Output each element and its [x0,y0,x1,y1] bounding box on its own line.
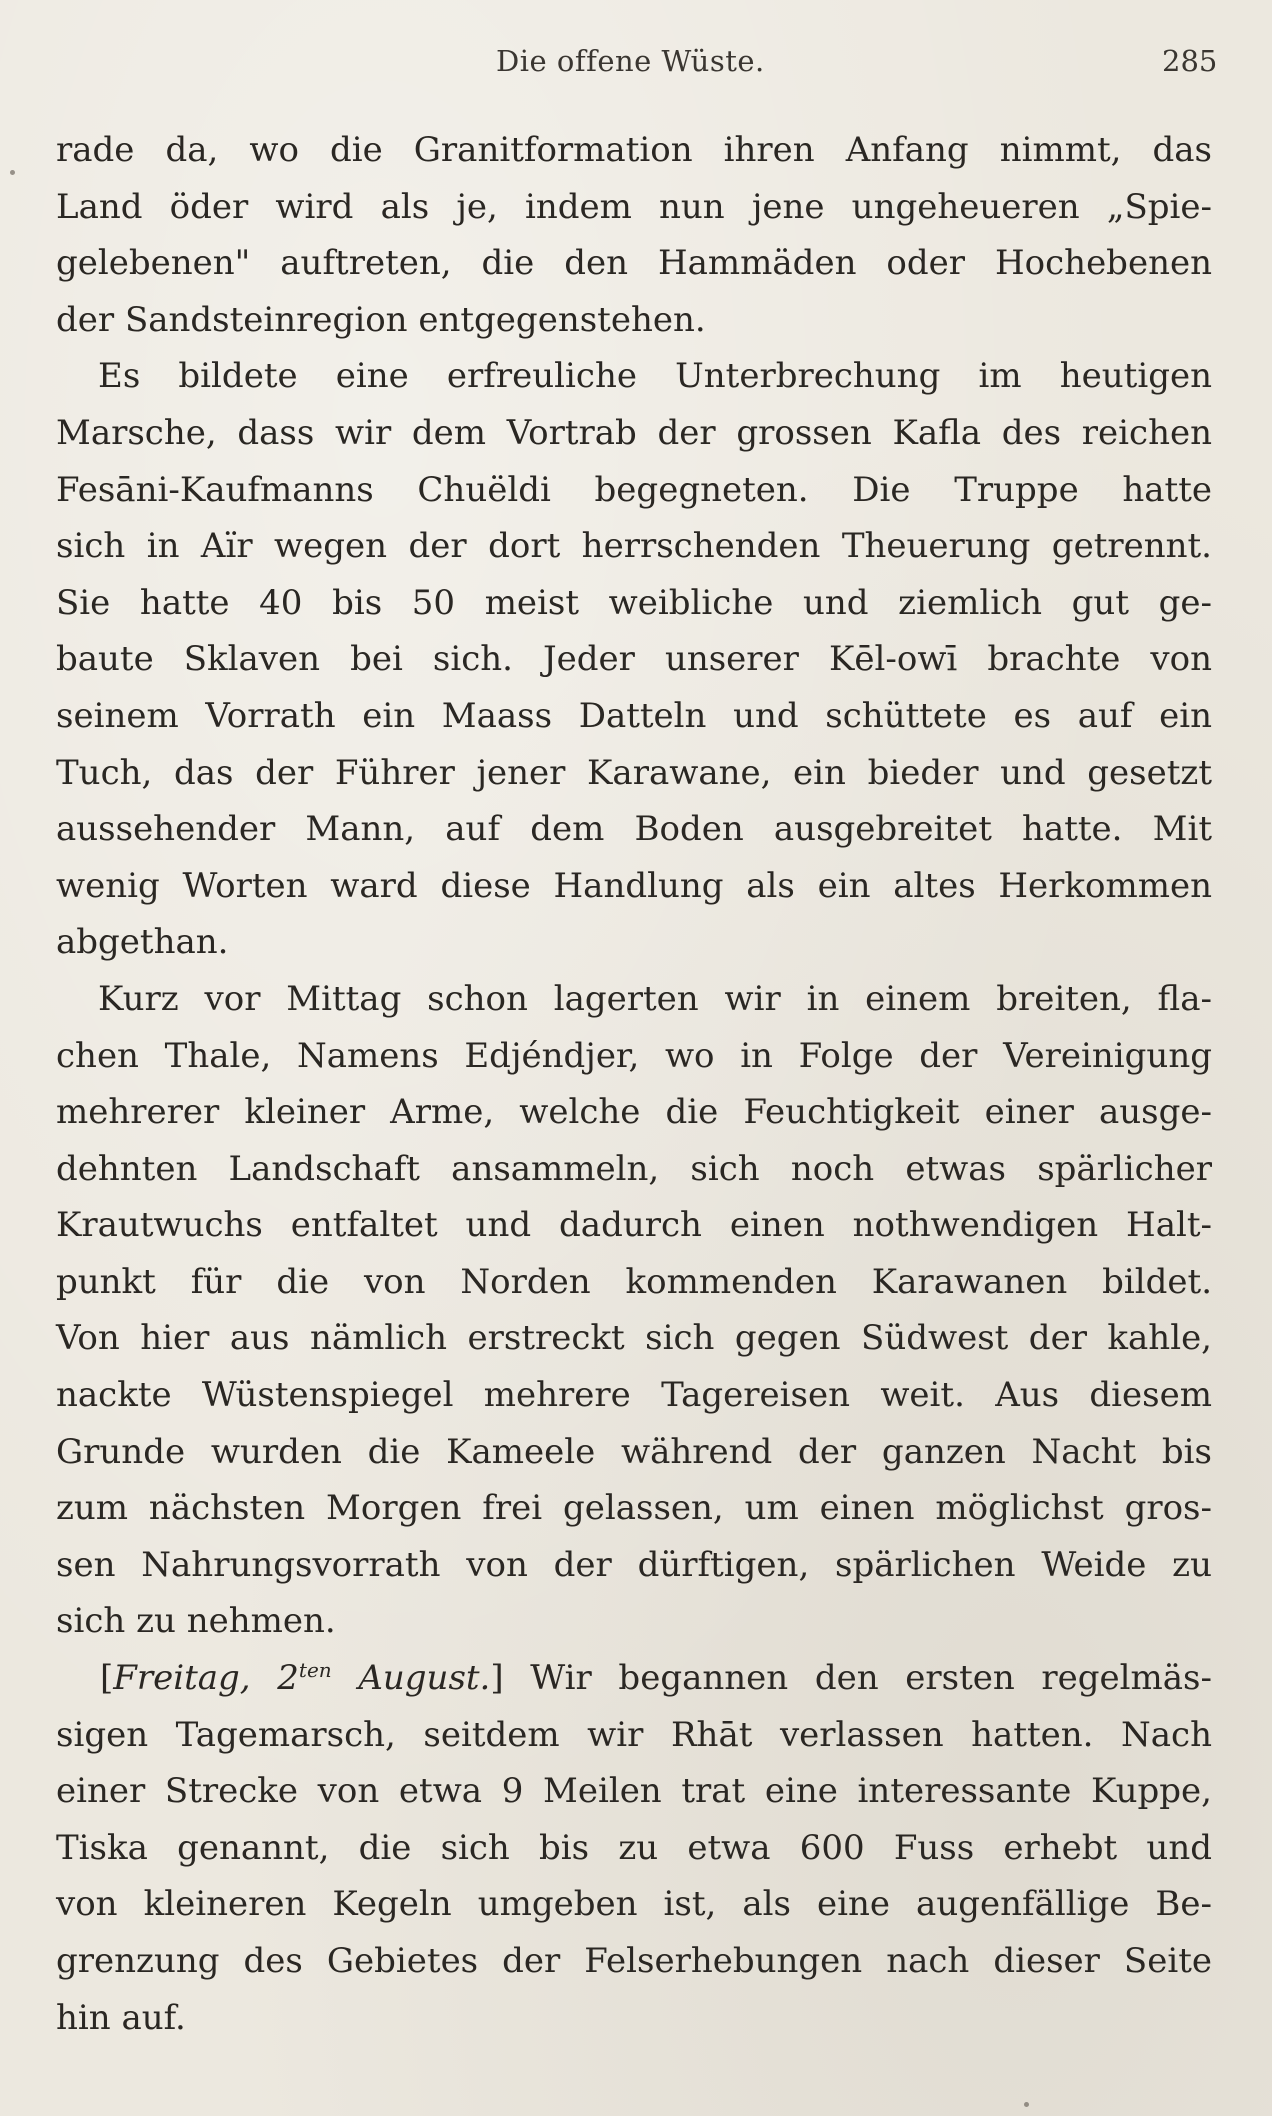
text-line: dehnten Landschaft ansammeln, sich noch etwas spärlicher [56,1148,1212,1189]
text-line: baute Sklaven bei sich. Jeder unserer Kēl-owī brachte von [56,639,1212,680]
paragraph-2 [56,348,1212,971]
running-title: Die offene Wüste. [496,44,765,78]
text-line: sich zu nehmen. [56,1601,336,1642]
text-line: Krautwuchs entfaltet und dadurch einen nothwendigen Halt- [56,1205,1212,1246]
text-line: seinem Vorrath ein Maass Datteln und schüttete es auf ein [56,695,1212,736]
paragraph-4 [56,1650,1212,2046]
text-line: hin auf. [56,1997,186,2038]
entry-date-ordinal: ten [298,1658,332,1683]
entry-date-month: August. [331,1658,491,1699]
text-line: grenzung des Gebietes der Felserhebungen nach dieser Seite [56,1941,1212,1981]
text-line: Grunde wurden die Kameele während der ganzen Nacht bis [56,1431,1212,1472]
paragraph-3 [56,971,1212,1650]
text-line: Es bildete eine erfreuliche Unterbrechung im heutigen [98,356,1212,397]
paper-speck [10,170,15,175]
text-line: sen Nahrungsvorrath von der dürftigen, spärlichen Weide zu [56,1544,1212,1585]
entry-first-line-text: Wir begannen den ersten regelmäs- [503,1658,1212,1699]
text-line: Marsche, dass wir dem Vortrab der grossen Kafla des reichen [56,412,1212,453]
text-line: wenig Worten ward diese Handlung als ein altes Herkommen [56,865,1212,906]
text-line: mehrerer kleiner Arme, welche die Feuchtigkeit einer ausge- [56,1092,1212,1133]
text-line: Fesāni-Kaufmanns Chuëldi begegneten. Die Truppe hatte [56,469,1212,510]
text-line: nackte Wüstenspiegel mehrere Tagereisen weit. Aus diesem [56,1375,1212,1416]
text-line: sich in Aïr wegen der dort herrschenden Theuerung getrennt. [56,526,1212,567]
text-line: Tiska genannt, die sich bis zu etwa 600 Fuss erhebt und [56,1827,1212,1868]
text-line: gelebenen" auftreten, die den Hammäden oder Hochebenen [56,243,1212,284]
text-line: der Sandsteinregion entgegenstehen. [56,299,706,340]
date-bracket-close: ] [490,1658,504,1699]
text-line: sigen Tagemarsch, seitdem wir Rhāt verlassen hatten. Nach [56,1714,1212,1755]
text-line: rade da, wo die Granitformation ihren Anfang nimmt, das [56,130,1212,170]
page-number: 285 [1162,44,1218,78]
text-line: Land öder wird als je, indem nun jene ungeheueren „Spie- [56,186,1212,227]
date-bracket-open: [ [100,1658,114,1699]
body-text [56,122,1212,2046]
text-line: Tuch, das der Führer jener Karawane, ein bieder und gesetzt [56,752,1212,793]
text-line: Kurz vor Mittag schon lagerten wir in einem breiten, fla- [98,978,1212,1019]
paper-speck [1024,2102,1029,2107]
text-line: Von hier aus nämlich erstreckt sich gegen Südwest der kahle, [56,1318,1212,1359]
dated-entry-line [56,1650,1212,1707]
text-line: chen Thale, Namens Edjéndjer, wo in Folge der Vereinigung [56,1035,1212,1076]
text-line: einer Strecke von etwa 9 Meilen trat eine interessante Kuppe, [56,1771,1212,1812]
text-line: von kleineren Kegeln umgeben ist, als eine augenfällige Be- [56,1884,1212,1925]
text-line: aussehender Mann, auf dem Boden ausgebreitet hatte. Mit [56,809,1212,850]
entry-date-day: Freitag, 2 [113,1658,299,1699]
text-line: Sie hatte 40 bis 50 meist weibliche und ziemlich gut ge- [56,582,1212,623]
paragraph-1 [56,122,1212,348]
text-line: zum nächsten Morgen frei gelassen, um einen möglichst gros- [56,1488,1212,1529]
running-head [0,40,1272,90]
text-line: abgethan. [56,922,229,963]
entry-date [113,1658,490,1698]
text-line: punkt für die von Norden kommenden Karawanen bildet. [56,1261,1212,1302]
